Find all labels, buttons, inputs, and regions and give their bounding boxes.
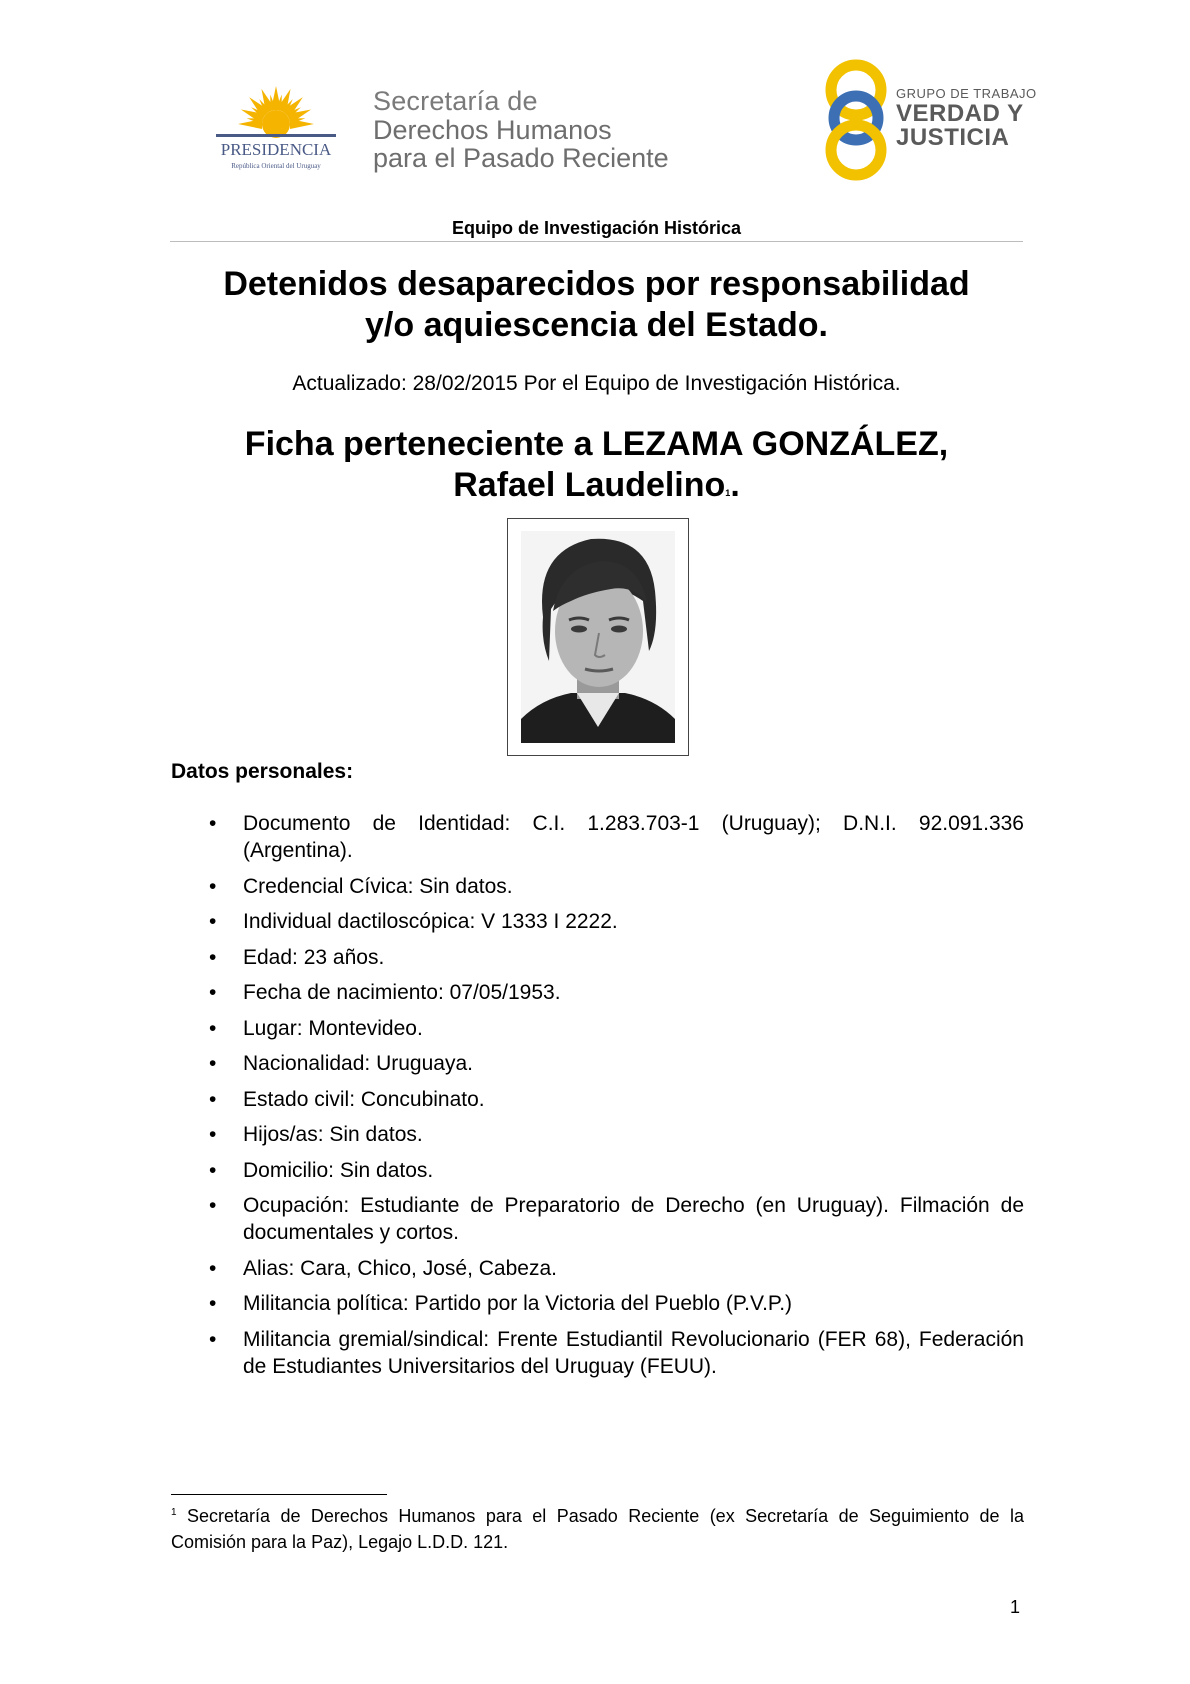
vj-line-2: JUSTICIA (896, 124, 1010, 151)
vj-small-text: GRUPO DE TRABAJO (896, 86, 1037, 101)
bullet: • (209, 1194, 217, 1217)
list-item-text: Nacionalidad: Uruguaya. (243, 1052, 473, 1075)
bullet: • (209, 910, 217, 933)
list-item-text: Alias: Cara, Chico, José, Cabeza. (243, 1256, 557, 1280)
list-item (171, 908, 1024, 935)
title-line-1: Detenidos desaparecidos por responsabilidad (223, 265, 970, 303)
personal-data-heading: Datos personales: (171, 760, 354, 783)
team-header: Equipo de Investigación Histórica (170, 218, 1023, 242)
list-item (171, 1290, 1024, 1317)
list-item-text: Fecha de nacimiento: 07/05/1953. (243, 981, 561, 1004)
page-number: 1 (1010, 1597, 1021, 1617)
bullet: • (209, 874, 217, 898)
document-title (170, 264, 1023, 346)
bullet: • (209, 1016, 217, 1040)
vj-line-1: VERDAD Y (896, 100, 1024, 127)
footnote-number: 1 (171, 1507, 177, 1518)
portrait-photo (507, 518, 689, 756)
ficha-heading (170, 424, 1023, 506)
bullet: • (209, 981, 217, 1004)
list-item-text: Estado civil: Concubinato. (243, 1087, 485, 1111)
presidencia-logo-subtext: República Oriental del Uruguay (231, 162, 321, 170)
personal-data-list (171, 810, 1024, 1388)
bullet: • (209, 1158, 217, 1182)
list-item (171, 1050, 1024, 1077)
bullet: • (209, 1256, 217, 1280)
bullet: • (209, 1052, 217, 1075)
portrait-image (521, 531, 675, 743)
list-item (171, 810, 1024, 864)
list-item (171, 979, 1024, 1006)
presidencia-logo-text: PRESIDENCIA (220, 140, 332, 159)
bullet: • (209, 1327, 217, 1351)
list-item (171, 944, 1024, 971)
bullet: • (209, 812, 217, 835)
ficha-line-2 (170, 465, 1023, 506)
bullet: • (209, 945, 217, 969)
secretaria-line-3: para el Pasado Reciente (373, 143, 669, 173)
list-item-text: Hijos/as: Sin datos. (243, 1123, 423, 1146)
footnote (171, 1500, 1024, 1555)
list-item (171, 1255, 1024, 1282)
list-item-text: Ocupación: Estudiante de Preparatorio de Derecho (en Uruguay). Filmación de documentales y cortos. (243, 1194, 1024, 1244)
verdad-justicia-text (896, 86, 1037, 150)
list-item-text: Credencial Cívica: Sin datos. (243, 874, 513, 898)
list-item-text: Militancia gremial/sindical: Frente Estudiantil Revolucionario (FER 68), Federación de Estudiantes Universitarios del Uruguay (FEUU). (243, 1327, 1024, 1378)
list-item-text: Documento de Identidad: C.I. 1.283.703-1 (Uruguay); D.N.I. 92.091.336 (Argentina). (243, 812, 1024, 862)
list-item-text: Edad: 23 años. (243, 945, 385, 969)
list-item-text: Lugar: Montevideo. (243, 1016, 423, 1040)
ficha-name: Rafael Laudelino (453, 466, 726, 504)
secretaria-logo (373, 86, 703, 172)
list-item (171, 1086, 1024, 1113)
presidencia-logo (196, 80, 356, 180)
list-item (171, 873, 1024, 900)
updated-line: Actualizado: 28/02/2015 Por el Equipo de Investigación Histórica. (292, 372, 901, 395)
bullet: • (209, 1087, 217, 1111)
ficha-footnote-ref[interactable]: 1 (725, 488, 731, 498)
ficha-line-1: Ficha perteneciente a LEZAMA GONZÁLEZ, (244, 425, 949, 463)
rings-icon (820, 58, 900, 183)
bullet: • (209, 1123, 217, 1146)
ficha-end: . (730, 466, 740, 504)
list-item-text: Militancia política: Partido por la Victoria del Pueblo (P.V.P.) (243, 1292, 793, 1315)
secretaria-line-1: Secretaría de (373, 86, 538, 116)
list-item (171, 1192, 1024, 1246)
bullet: • (209, 1292, 217, 1315)
list-item (171, 1015, 1024, 1042)
title-line-2: y/o aquiescencia del Estado. (365, 306, 828, 344)
secretaria-line-2: Derechos Humanos (373, 115, 612, 145)
list-item-text: Domicilio: Sin datos. (243, 1158, 434, 1182)
list-item (171, 1121, 1024, 1148)
list-item-text: Individual dactiloscópica: V 1333 I 2222. (243, 910, 618, 933)
list-item (171, 1326, 1024, 1380)
list-item (171, 1157, 1024, 1184)
footnote-text: Secretaría de Derechos Humanos para el Pasado Reciente (ex Secretaría de Seguimiento de la Comisión para la Paz), Legajo L.D.D. 121. (171, 1506, 1024, 1552)
footnote-separator (171, 1494, 387, 1495)
